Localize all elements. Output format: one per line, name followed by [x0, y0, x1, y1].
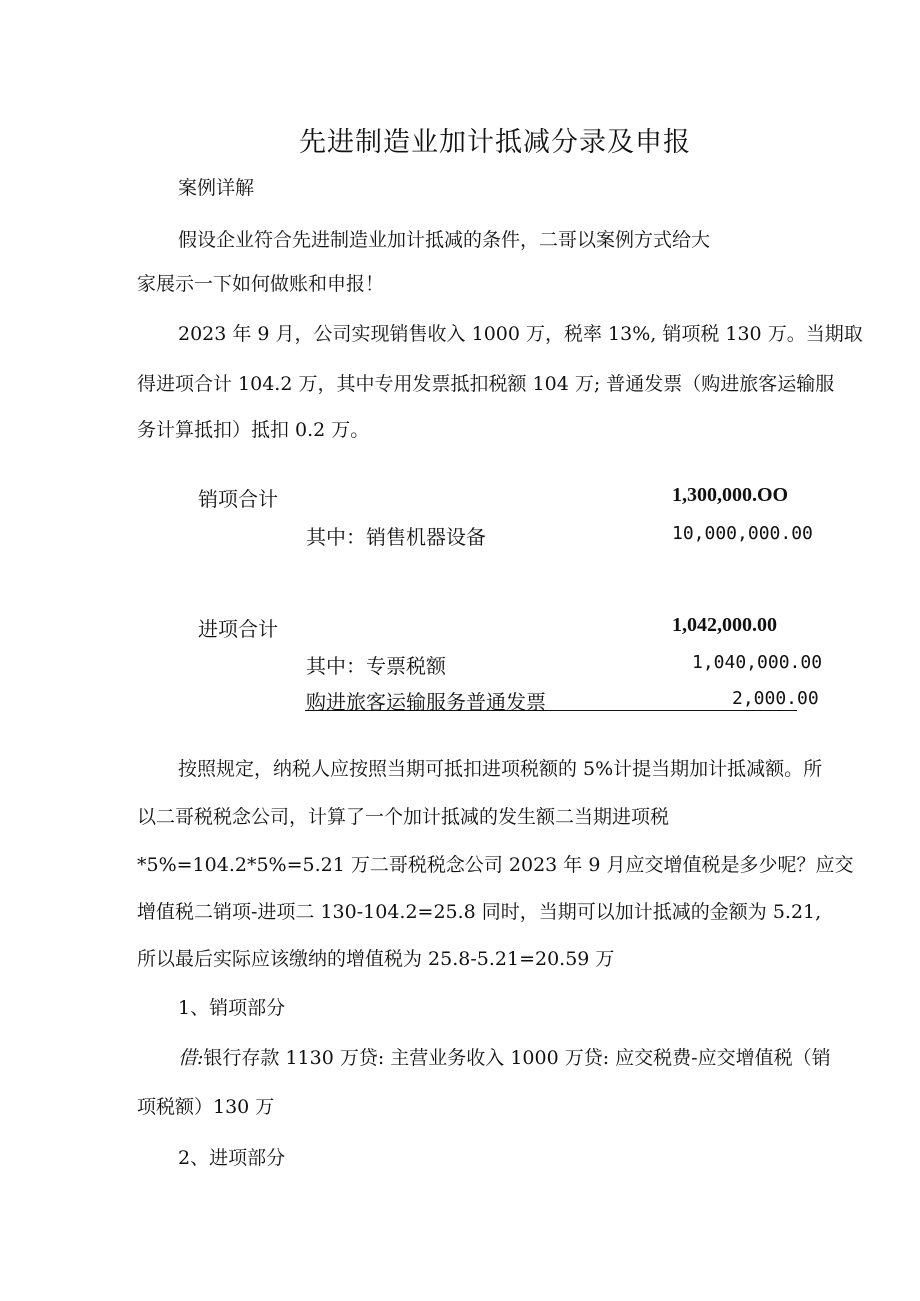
input-total-value: 1,042,000.00: [672, 614, 777, 636]
section-1-entry-text: 银行存款 1130 万贷: 主营业务收入 1000 万贷: 应交税费-应交增值税（销: [203, 1047, 831, 1069]
input-total-label: 进项合计: [198, 617, 278, 641]
explanation-line-3: *5%=104.2*5%=5.21 万二哥税税念公司 2023 年 9 月应交增值税是多少呢？应交: [137, 854, 854, 876]
explanation-line-1: 按照规定，纳税人应按照当期可抵扣进项税额的 5%计提当期加计抵减额。所: [178, 758, 823, 780]
case-paragraph-line-1: 2023 年 9 月，公司实现销售收入 1000 万，税率 13%, 销项税 130 万。当期取: [178, 323, 863, 345]
section-heading: 案例详解: [178, 177, 255, 199]
intro-paragraph-line-2: 家展示一下如何做账和申报！: [137, 273, 385, 295]
document-title: 先进制造业加计抵减分录及申报: [299, 127, 691, 158]
case-paragraph-line-2: 得进项合计 104.2 万，其中专用发票抵扣税额 104 万; 普通发票（购进旅客运输服: [137, 373, 835, 395]
output-total-value: 1,300,000.OO: [672, 484, 789, 506]
input-sub2-row: [305, 686, 819, 714]
explanation-line-2: 以二哥税税念公司，计算了一个加计抵减的发生额二当期进项税: [137, 806, 670, 828]
section-1-entry-line-2: 项税额）130 万: [137, 1096, 275, 1118]
intro-paragraph-line-1: 假设企业符合先进制造业加计抵减的条件，二哥以案例方式给大: [178, 229, 711, 251]
section-1-entry-line-1: [178, 1046, 831, 1070]
case-paragraph-line-3: 务计算抵扣）抵扣 0.2 万。: [137, 419, 370, 441]
output-sub-value: 10,000,000.00: [672, 523, 813, 544]
output-total-label: 销项合计: [198, 487, 278, 511]
input-sub1-value: 1,040,000.00: [692, 652, 823, 673]
input-sub1-label: 其中：专票税额: [306, 654, 446, 678]
input-sub2-label: 购进旅客运输服务普通发票: [306, 690, 546, 714]
input-sub2-value: 2,000.00: [732, 688, 819, 709]
debit-prefix: 借:: [178, 1047, 204, 1069]
explanation-line-5: 所以最后实际应该缴纳的增值税为 25.8-5.21=20.59 万: [137, 948, 615, 970]
section-2-heading: 2、进项部分: [178, 1147, 286, 1169]
section-1-heading: 1、销项部分: [178, 997, 286, 1019]
output-sub-label: 其中：销售机器设备: [306, 525, 486, 549]
explanation-line-4: 增值税二销项-进项二 130-104.2=25.8 同时，当期可以加计抵减的金额为 5.21,: [137, 901, 822, 923]
